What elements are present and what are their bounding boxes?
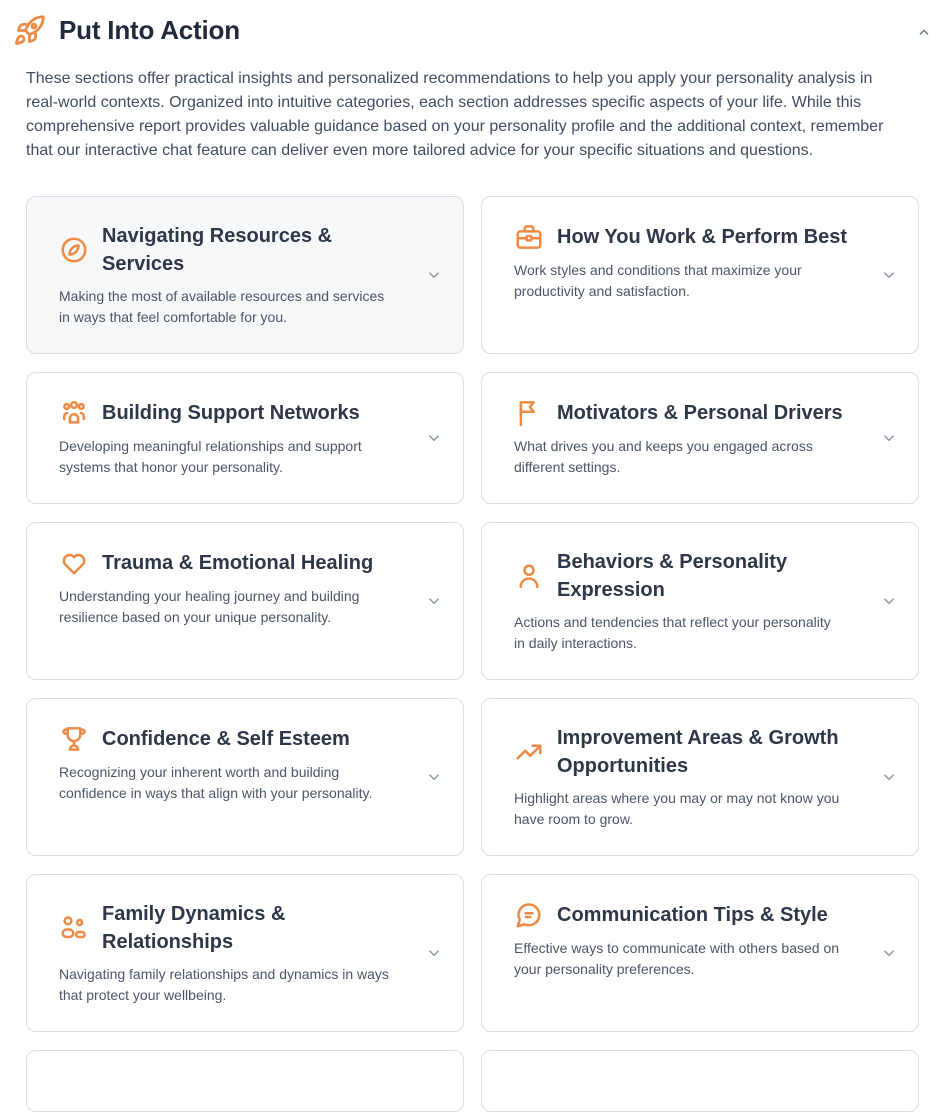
card-family-dynamics-relationships[interactable] — [26, 874, 464, 1032]
page-title: Put Into Action — [59, 15, 240, 45]
chevron-down-icon — [425, 944, 443, 962]
card-partial[interactable] — [481, 1050, 919, 1112]
card-confidence-self-esteem[interactable] — [26, 698, 464, 856]
trophy-icon — [59, 724, 89, 754]
card-header — [59, 222, 431, 278]
compass-icon — [59, 235, 89, 265]
card-description: Work styles and conditions that maximize your productivity and satisfaction. — [514, 262, 802, 299]
trending-up-icon — [514, 737, 544, 767]
chevron-down-icon — [880, 429, 898, 447]
card-title: Building Support Networks — [102, 402, 360, 424]
chevron-down-icon — [425, 266, 443, 284]
user-icon — [514, 561, 544, 591]
community-icon — [59, 398, 89, 428]
card-header — [59, 398, 431, 428]
section-header — [0, 0, 945, 47]
chevron-down-icon — [880, 592, 898, 610]
card-header — [59, 548, 431, 578]
card-title: Motivators & Personal Drivers — [557, 402, 843, 424]
card-description: Recognizing your inherent worth and building confidence in ways that align with your personality. — [59, 764, 373, 801]
cards-grid — [26, 196, 919, 1112]
card-description: Developing meaningful relationships and support systems that honor your personality. — [59, 438, 362, 475]
card-title: How You Work & Perform Best — [557, 226, 848, 248]
card-header — [514, 900, 886, 930]
chevron-up-icon — [916, 24, 932, 40]
chevron-down-icon — [880, 768, 898, 786]
card-title: Trauma & Emotional Healing — [102, 552, 374, 574]
card-header — [514, 724, 886, 780]
card-trauma-emotional-healing[interactable] — [26, 522, 464, 680]
card-title: Navigating Resources & Services — [102, 225, 333, 275]
chevron-down-icon — [425, 429, 443, 447]
heart-icon — [59, 548, 89, 578]
card-building-support-networks[interactable] — [26, 372, 464, 504]
card-title: Family Dynamics & Relationships — [102, 903, 286, 953]
card-motivators-personal-drivers[interactable] — [481, 372, 919, 504]
chevron-down-icon — [880, 944, 898, 962]
message-icon — [514, 900, 544, 930]
card-partial[interactable] — [26, 1050, 464, 1112]
flag-icon — [514, 398, 544, 428]
card-title: Confidence & Self Esteem — [102, 728, 350, 750]
card-description: What drives you and keeps you engaged across different settings. — [514, 438, 813, 475]
card-navigating-resources-services[interactable] — [26, 196, 464, 354]
card-communication-tips-style[interactable] — [481, 874, 919, 1032]
card-title: Behaviors & Personality Expression — [557, 551, 788, 601]
briefcase-icon — [514, 222, 544, 252]
users-icon — [59, 913, 89, 943]
card-header — [514, 222, 886, 252]
chevron-down-icon — [425, 768, 443, 786]
card-behaviors-personality-expression[interactable] — [481, 522, 919, 680]
card-title: Improvement Areas & Growth Opportunities — [557, 727, 839, 777]
card-description: Highlight areas where you may or may not know you have room to grow. — [514, 790, 840, 827]
card-how-you-work-perform-best[interactable] — [481, 196, 919, 354]
section-intro-text: These sections offer practical insights and personalized recommendations to help you apply your personality analysis in real-world contexts. Organized into intuitive categories, each section addresses specific aspects of your life. While this comprehensive report provides valuable guidance based on your personality profile and the additional context, remember that our interactive chat feature can deliver even more tailored advice for your specific situations and questions. — [26, 70, 884, 159]
card-title: Communication Tips & Style — [557, 904, 828, 926]
collapse-section-button[interactable] — [916, 24, 932, 40]
card-description: Actions and tendencies that reflect your personality in daily interactions. — [514, 614, 831, 651]
card-improvement-areas-growth-opportunities[interactable] — [481, 698, 919, 856]
card-description: Navigating family relationships and dynamics in ways that protect your wellbeing. — [59, 966, 389, 1003]
card-header — [59, 900, 431, 956]
chevron-down-icon — [880, 266, 898, 284]
card-header — [514, 398, 886, 428]
card-header — [514, 548, 886, 604]
card-description: Effective ways to communicate with others based on your personality preferences. — [514, 940, 840, 977]
card-header — [59, 724, 431, 754]
card-description: Understanding your healing journey and building resilience based on your unique personality. — [59, 588, 360, 625]
chevron-down-icon — [425, 592, 443, 610]
card-description: Making the most of available resources and services in ways that feel comfortable for you. — [59, 288, 385, 325]
rocket-icon — [13, 14, 46, 47]
